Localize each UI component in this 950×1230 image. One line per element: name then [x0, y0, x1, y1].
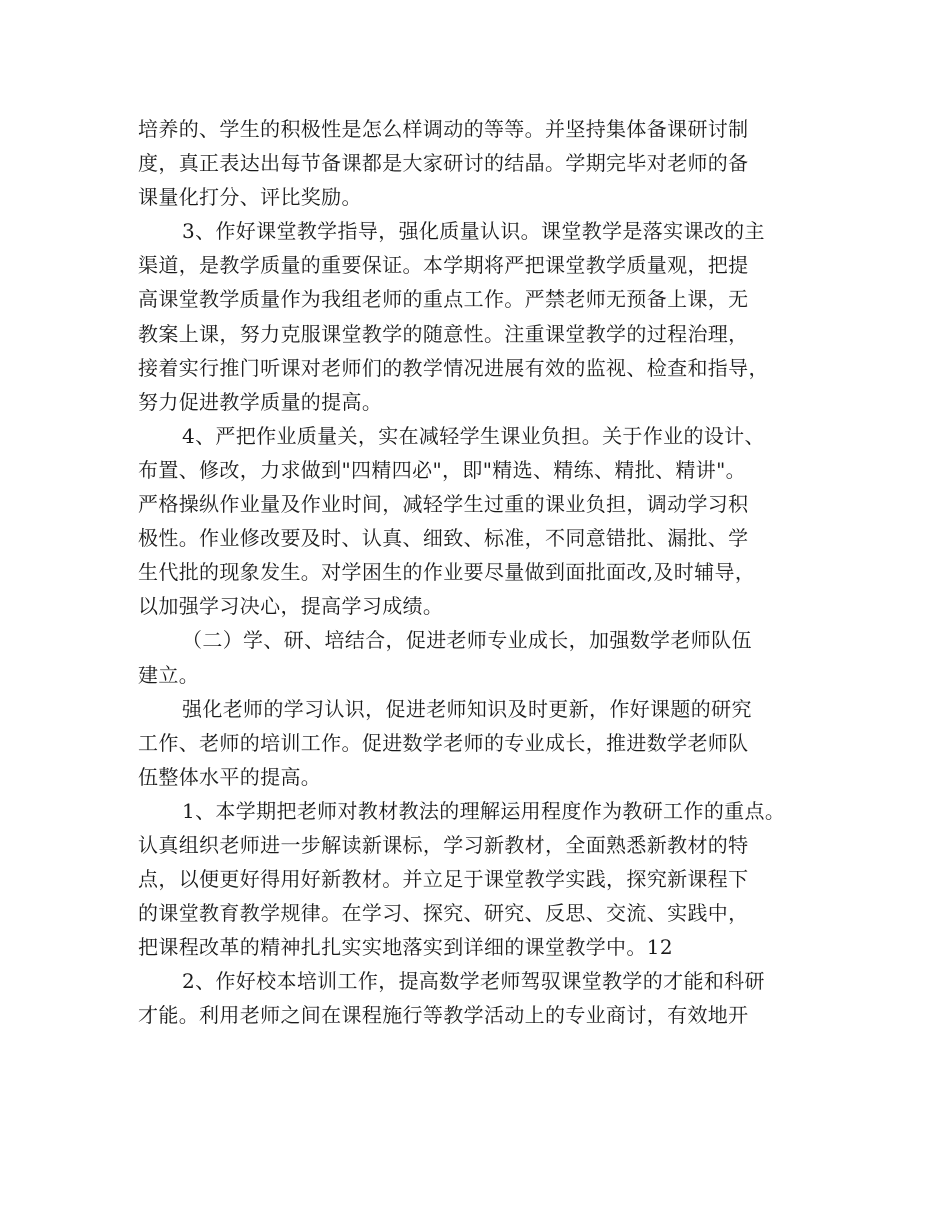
text-line: 才能。利用老师之间在课程施行等教学活动上的专业商讨，有效地开 [138, 1003, 749, 1028]
text-line: 高课堂教学质量作为我组老师的重点工作。严禁老师无预备上课，无 [138, 287, 749, 312]
section-heading-line: （二）学、研、培结合，促进老师专业成长，加强数学老师队伍 [182, 628, 752, 653]
text-line: 以加强学习决心，提高学习成绩。 [138, 594, 444, 619]
paragraph-6 [138, 794, 818, 964]
text-line: 伍整体水平的提高。 [138, 764, 322, 789]
document-body [138, 112, 818, 1033]
text-line: 1、本学期把老师对教材教法的理解运用程度作为教研工作的重点。 [182, 798, 786, 823]
text-line: 严格操纵作业量及作业时间，减轻学生过重的课业负担，调动学习积 [138, 492, 749, 517]
paragraph-7 [138, 964, 818, 1032]
text-line: 3、作好课堂教学指导，强化质量认识。课堂教学是落实课改的主 [182, 219, 765, 244]
text-line: 工作、老师的培训工作。促进数学老师的专业成长，推进数学老师队 [138, 730, 749, 755]
text-line: 极性。作业修改要及时、认真、细致、标准，不同意错批、漏批、学 [138, 526, 749, 551]
paragraph-3 [138, 419, 818, 624]
text-line: 生代批的现象发生。对学困生的作业要尽量做到面批面改,及时辅导， [138, 560, 756, 585]
text-line: 度，真正表达出每节备课都是大家研讨的结晶。学期完毕对老师的备 [138, 151, 749, 176]
text-line: 2、作好校本培训工作，提高数学老师驾驭课堂教学的才能和科研 [182, 969, 765, 994]
text-line: 4、严把作业质量关，实在减轻学生课业负担。关于作业的设计、 [182, 423, 765, 448]
text-line: 渠道，是教学质量的重要保证。本学期将严把课堂教学质量观，把提 [138, 253, 749, 278]
text-line: 强化老师的学习认识，促进老师知识及时更新，作好课题的研究 [182, 696, 752, 721]
paragraph-2 [138, 214, 818, 419]
text-line: 课量化打分、评比奖励。 [138, 185, 362, 210]
text-line: 教案上课，努力克服课堂教学的随意性。注重课堂教学的过程治理， [138, 321, 749, 346]
text-line: 的课堂教育教学规律。在学习、探究、研究、反思、交流、实践中， [138, 901, 749, 926]
text-line: 把课程改革的精神扎扎实实地落实到详细的课堂教学中。12 [138, 935, 673, 960]
text-line: 布置、修改，力求做到"四精四必"，即"精选、精练、精批、精讲"。 [138, 457, 746, 482]
text-line: 努力促进教学质量的提高。 [138, 389, 383, 414]
paragraph-4-heading [138, 623, 818, 691]
section-heading-line: 建立。 [138, 662, 200, 687]
text-line: 培养的、学生的积极性是怎么样调动的等等。并坚持集体备课研讨制 [138, 117, 749, 141]
text-line: 点，以便更好得用好新教材。并立足于课堂教学实践，探究新课程下 [138, 867, 749, 892]
paragraph-1 [138, 112, 818, 214]
paragraph-5 [138, 692, 818, 794]
text-line: 接着实行推门听课对老师们的教学情况进展有效的监视、检查和指导， [138, 355, 769, 380]
text-line: 认真组织老师进一步解读新课标，学习新教材，全面熟悉新教材的特 [138, 832, 749, 857]
